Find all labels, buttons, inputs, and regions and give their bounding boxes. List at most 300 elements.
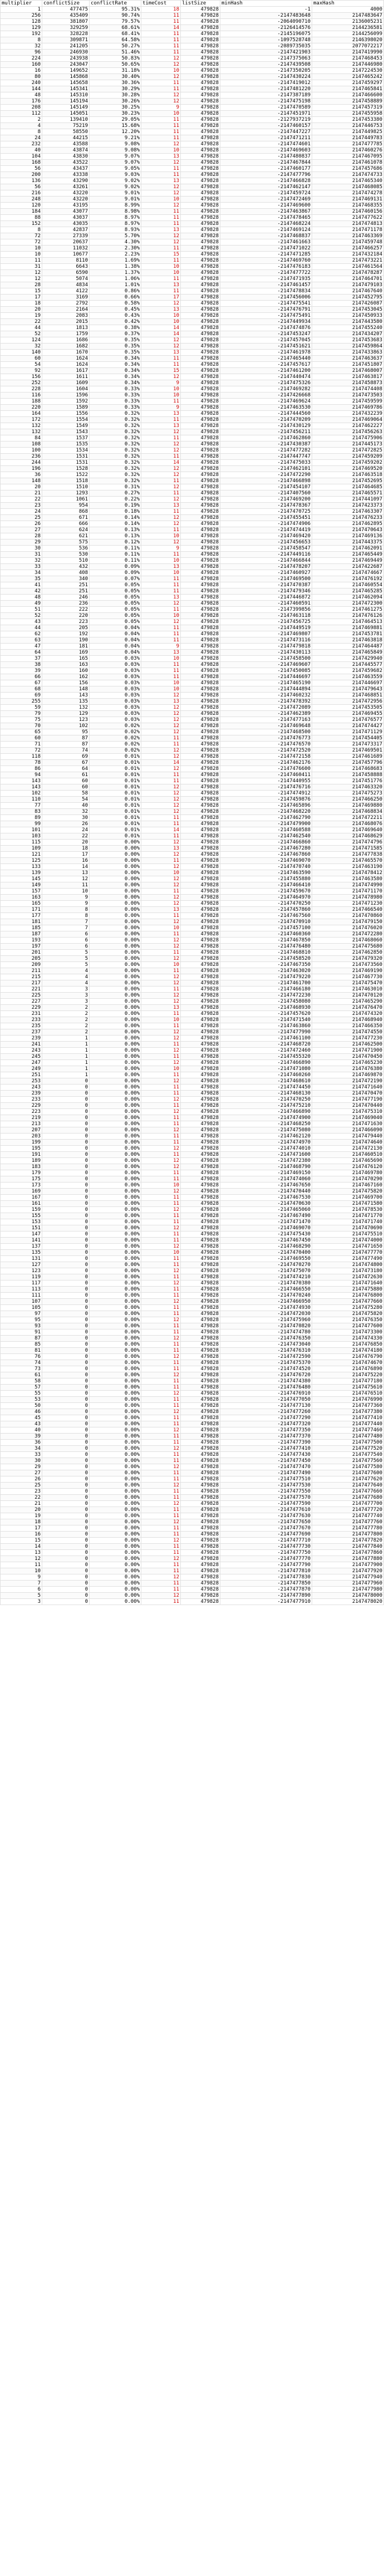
conflict-size-cell: 0	[42, 1415, 90, 1421]
conflict-rate-cell: 0.00%	[90, 1213, 141, 1219]
conflict-rate-cell: 0.00%	[90, 1176, 141, 1182]
conflict-size-cell: 87	[42, 742, 90, 748]
table-row	[1, 1311, 384, 1317]
list-size-cell: 479828	[181, 435, 220, 441]
time-cost-cell: 11	[141, 1568, 181, 1574]
table-row	[1, 92, 384, 99]
multiplier-cell: 211	[1, 968, 42, 974]
time-cost-cell: 12	[141, 74, 181, 80]
time-cost-cell: 11	[141, 778, 181, 784]
min-hash-cell: -2147469200	[220, 497, 312, 503]
multiplier-cell: 153	[1, 1219, 42, 1225]
multiplier-cell: 100	[1, 448, 42, 454]
max-hash-cell: 2147475310	[312, 1109, 384, 1115]
min-hash-cell: -2147458080	[220, 999, 312, 1005]
conflict-size-cell: 432	[42, 564, 90, 570]
min-hash-cell: -2147478392	[220, 699, 312, 705]
table-row	[1, 613, 384, 619]
table-row	[1, 1323, 384, 1329]
max-hash-cell: 2147478287	[312, 270, 384, 276]
max-hash-cell: 2147453380	[312, 117, 384, 123]
table-row	[1, 362, 384, 368]
min-hash-cell: -2147465896	[220, 803, 312, 809]
time-cost-cell: 11	[141, 246, 181, 252]
conflict-rate-cell: 79.57%	[90, 19, 141, 25]
conflict-size-cell: 223	[42, 619, 90, 625]
time-cost-cell: 9	[141, 105, 181, 111]
list-size-cell: 479828	[181, 631, 220, 637]
conflict-size-cell: 954	[42, 503, 90, 509]
list-size-cell: 479828	[181, 1550, 220, 1556]
max-hash-cell: 2147463010	[312, 987, 384, 993]
list-size-cell: 479828	[181, 607, 220, 613]
list-size-cell: 479828	[181, 1213, 220, 1219]
table-row	[1, 815, 384, 821]
max-hash-cell: 2147464487	[312, 644, 384, 650]
min-hash-cell: -2147479818	[220, 644, 312, 650]
max-hash-cell: 2147471770	[312, 1213, 384, 1219]
table-row	[1, 521, 384, 527]
list-size-cell: 479828	[181, 1366, 220, 1372]
max-hash-cell: 2147477622	[312, 215, 384, 221]
max-hash-cell: 2147459202	[312, 460, 384, 466]
max-hash-cell: 2147466250	[312, 797, 384, 803]
max-hash-cell: 2147472956	[312, 699, 384, 705]
list-size-cell: 479828	[181, 105, 220, 111]
conflict-size-cell: 145149	[42, 105, 90, 111]
conflict-size-cell: 0	[42, 1593, 90, 1599]
max-hash-cell: 2147458873	[312, 380, 384, 386]
table-row	[1, 778, 384, 784]
min-hash-cell: -2147477630	[220, 1513, 312, 1519]
max-hash-cell: 2147465449	[312, 552, 384, 558]
table-row	[1, 123, 384, 129]
conflict-rate-cell: 0.00%	[90, 1427, 141, 1434]
max-hash-cell: 2147475820	[312, 1311, 384, 1317]
table-row	[1, 1556, 384, 1562]
conflict-size-cell: 1522	[42, 472, 90, 478]
list-size-cell: 479828	[181, 931, 220, 938]
conflict-size-cell: 0	[42, 1274, 90, 1280]
max-hash-cell: 2147463580	[312, 876, 384, 882]
conflict-size-cell: 27339	[42, 233, 90, 239]
list-size-cell: 479828	[181, 1060, 220, 1066]
conflict-rate-cell: 0.00%	[90, 1329, 141, 1336]
min-hash-cell: -2147472030	[220, 1311, 312, 1317]
list-size-cell: 479828	[181, 1574, 220, 1581]
conflict-size-cell: 0	[42, 1489, 90, 1495]
min-hash-cell: -2147477260	[220, 1409, 312, 1415]
list-size-cell: 479828	[181, 399, 220, 405]
min-hash-cell: -2147470250	[220, 1097, 312, 1103]
min-hash-cell: -2147457045	[220, 337, 312, 344]
min-hash-cell: -2147469648	[220, 723, 312, 729]
min-hash-cell: -2147462790	[220, 815, 312, 821]
conflict-size-cell: 1549	[42, 423, 90, 429]
multiplier-cell: 110	[1, 797, 42, 803]
conflict-size-cell: 4	[42, 980, 90, 987]
list-size-cell: 479828	[181, 1182, 220, 1189]
multiplier-cell: 12	[1, 270, 42, 276]
conflict-rate-cell: 0.43%	[90, 313, 141, 319]
multiplier-cell: 15	[1, 1538, 42, 1544]
conflict-rate-cell: 0.01%	[90, 815, 141, 821]
time-cost-cell: 11	[141, 123, 181, 129]
conflict-rate-cell: 0.00%	[90, 938, 141, 944]
max-hash-cell: 2147465290	[312, 999, 384, 1005]
conflict-rate-cell: 30.23%	[90, 111, 141, 117]
min-hash-cell: -2147477722	[220, 270, 312, 276]
min-hash-cell: -2147474930	[220, 1305, 312, 1311]
list-size-cell: 479828	[181, 99, 220, 105]
multiplier-cell: 96	[1, 50, 42, 56]
list-size-cell: 479828	[181, 386, 220, 392]
time-cost-cell: 11	[141, 135, 181, 141]
conflict-rate-cell: 0.05%	[90, 619, 141, 625]
time-cost-cell: 12	[141, 895, 181, 901]
time-cost-cell: 11	[141, 1115, 181, 1121]
min-hash-cell: -2147426668	[220, 392, 312, 399]
table-row	[1, 833, 384, 840]
conflict-size-cell: 530	[42, 552, 90, 558]
conflict-rate-cell: 0.00%	[90, 1238, 141, 1244]
conflict-rate-cell: 0.01%	[90, 778, 141, 784]
max-hash-cell: 2147479103	[312, 282, 384, 288]
min-hash-cell: -2147475210	[220, 1103, 312, 1109]
table-row	[1, 178, 384, 184]
time-cost-cell: 11	[141, 129, 181, 135]
multiplier-cell: 48	[1, 595, 42, 601]
time-cost-cell: 11	[141, 1121, 181, 1127]
max-hash-cell: 2147465340	[312, 178, 384, 184]
conflict-size-cell: 0	[42, 1397, 90, 1403]
max-hash-cell: 2147471230	[312, 901, 384, 907]
list-size-cell: 479828	[181, 852, 220, 858]
conflict-size-cell: 0	[42, 1427, 90, 1434]
time-cost-cell: 13	[141, 699, 181, 705]
time-cost-cell: 17	[141, 295, 181, 301]
time-cost-cell: 11	[141, 637, 181, 644]
conflict-size-cell: 0	[42, 1562, 90, 1568]
table-row	[1, 399, 384, 405]
time-cost-cell: 12	[141, 92, 181, 99]
min-hash-cell: -2147479346	[220, 588, 312, 595]
multiplier-cell: 60	[1, 356, 42, 362]
max-hash-cell: 2147471170	[312, 889, 384, 895]
multiplier-cell: 117	[1, 1280, 42, 1287]
max-hash-cell: 2147463320	[312, 784, 384, 791]
multiplier-cell: 163	[1, 895, 42, 901]
multiplier-cell: 12	[1, 1556, 42, 1562]
min-hash-cell: -2147475080	[220, 1127, 312, 1134]
time-cost-cell: 11	[141, 527, 181, 533]
conflict-rate-cell: 0.32%	[90, 448, 141, 454]
table-row	[1, 735, 384, 742]
max-hash-cell: 2147472630	[312, 1274, 384, 1280]
time-cost-cell: 12	[141, 1409, 181, 1415]
list-size-cell: 479828	[181, 1005, 220, 1011]
table-row	[1, 1489, 384, 1495]
multiplier-cell: 32	[1, 43, 42, 50]
conflict-rate-cell: 0.00%	[90, 1066, 141, 1072]
list-size-cell: 479828	[181, 86, 220, 92]
list-size-cell: 479828	[181, 515, 220, 521]
max-hash-cell: 2147475906	[312, 435, 384, 441]
max-hash-cell: 2147477410	[312, 1415, 384, 1421]
max-hash-cell: 2147464685	[312, 484, 384, 490]
min-hash-cell: -2147477490	[220, 1470, 312, 1476]
table-row	[1, 1446, 384, 1452]
max-hash-cell: 2147477900	[312, 1562, 384, 1568]
table-row	[1, 882, 384, 889]
list-size-cell: 479828	[181, 1409, 220, 1415]
list-size-cell: 479828	[181, 405, 220, 411]
list-size-cell: 479828	[181, 1176, 220, 1182]
max-hash-cell: 2147477980	[312, 1587, 384, 1593]
conflict-size-cell: 0	[42, 1483, 90, 1489]
min-hash-cell: -2147469070	[220, 1225, 312, 1231]
time-cost-cell: 11	[141, 435, 181, 441]
conflict-rate-cell: 0.00%	[90, 1268, 141, 1274]
conflict-rate-cell: 0.00%	[90, 1483, 141, 1489]
min-hash-cell: -2147479220	[220, 974, 312, 980]
conflict-rate-cell: 0.00%	[90, 870, 141, 876]
time-cost-cell: 11	[141, 913, 181, 919]
list-size-cell: 479828	[181, 527, 220, 533]
multiplier-cell: 101	[1, 827, 42, 833]
list-size-cell: 479828	[181, 31, 220, 37]
multiplier-cell: 29	[1, 1464, 42, 1470]
table-row	[1, 1256, 384, 1262]
max-hash-cell: 2147466257	[312, 246, 384, 252]
time-cost-cell: 15	[141, 252, 181, 258]
table-row	[1, 705, 384, 711]
conflict-rate-cell: 0.00%	[90, 1599, 141, 1605]
multiplier-cell: 69	[1, 693, 42, 699]
conflict-rate-cell: 0.00%	[90, 1366, 141, 1372]
table-row	[1, 448, 384, 454]
conflict-size-cell: 1611	[42, 374, 90, 380]
multiplier-cell: 37	[1, 656, 42, 662]
table-row	[1, 258, 384, 264]
min-hash-cell: -2147468837	[220, 233, 312, 239]
min-hash-cell: -2147476720	[220, 1372, 312, 1378]
min-hash-cell: -2147466890	[220, 1109, 312, 1115]
list-size-cell: 479828	[181, 264, 220, 270]
list-size-cell: 479828	[181, 68, 220, 74]
min-hash-cell: -2147462147	[220, 184, 312, 190]
time-cost-cell: 11	[141, 454, 181, 460]
min-hash-cell: -2147470910	[220, 919, 312, 925]
multiplier-cell: 73	[1, 1366, 42, 1372]
conflict-rate-cell: 9.21%	[90, 135, 141, 141]
multiplier-cell: 203	[1, 1134, 42, 1140]
time-cost-cell: 11	[141, 1495, 181, 1501]
conflict-rate-cell: 0.00%	[90, 852, 141, 858]
max-hash-cell: 2147466350	[312, 1023, 384, 1029]
time-cost-cell: 12	[141, 901, 181, 907]
list-size-cell: 479828	[181, 1207, 220, 1213]
table-row	[1, 901, 384, 907]
max-hash-cell: 2147477920	[312, 1568, 384, 1574]
table-row	[1, 601, 384, 607]
table-row	[1, 1060, 384, 1066]
list-size-cell: 479828	[181, 460, 220, 466]
list-size-cell: 479828	[181, 1127, 220, 1134]
conflict-rate-cell: 0.27%	[90, 490, 141, 497]
conflict-size-cell: 0	[42, 1091, 90, 1097]
max-hash-cell: 2147477800	[312, 1532, 384, 1538]
conflict-size-cell: 0	[42, 1115, 90, 1121]
max-hash-cell: 2147450933	[312, 313, 384, 319]
max-hash-cell: 2147469520	[312, 466, 384, 472]
conflict-size-cell: 0	[42, 1231, 90, 1238]
table-row	[1, 625, 384, 631]
multiplier-cell: 119	[1, 1274, 42, 1280]
conflict-size-cell: 1510	[42, 484, 90, 490]
multiplier-cell: 236	[1, 454, 42, 460]
min-hash-cell: -2147468250	[220, 1121, 312, 1127]
time-cost-cell: 9	[141, 380, 181, 386]
max-hash-cell: 2147474000	[312, 1238, 384, 1244]
max-hash-cell: 2147455958	[312, 111, 384, 117]
conflict-size-cell: 0	[42, 1519, 90, 1525]
conflict-rate-cell: 0.00%	[90, 1134, 141, 1140]
min-hash-cell: -2147468610	[220, 1078, 312, 1085]
list-size-cell: 479828	[181, 1483, 220, 1489]
time-cost-cell: 11	[141, 1470, 181, 1476]
time-cost-cell: 12	[141, 233, 181, 239]
conflict-rate-cell: 31.18%	[90, 68, 141, 74]
table-row	[1, 1231, 384, 1238]
min-hash-cell: -2147474060	[220, 1176, 312, 1182]
min-hash-cell: -2147462540	[220, 833, 312, 840]
conflict-rate-cell: 0.22%	[90, 497, 141, 503]
table-row	[1, 674, 384, 680]
min-hash-cell: -2147462860	[220, 435, 312, 441]
conflict-rate-cell: 9.07%	[90, 154, 141, 160]
min-hash-cell: -2147477390	[220, 1440, 312, 1446]
multiplier-cell: 244	[1, 460, 42, 466]
list-size-cell: 479828	[181, 270, 220, 276]
conflict-rate-cell: 0.00%	[90, 1042, 141, 1048]
multiplier-cell: 8	[1, 227, 42, 233]
multiplier-cell: 7	[1, 1581, 42, 1587]
max-hash-cell: 2147476380	[312, 1066, 384, 1072]
conflict-rate-cell: 0.32%	[90, 435, 141, 441]
multiplier-cell: 24	[1, 135, 42, 141]
min-hash-cell: -2147478367	[220, 503, 312, 509]
table-row	[1, 1244, 384, 1250]
conflict-rate-cell: 9.02%	[90, 178, 141, 184]
multiplier-cell: 123	[1, 1268, 42, 1274]
conflict-rate-cell: 0.00%	[90, 1029, 141, 1036]
max-hash-cell: 2147465230	[312, 1060, 384, 1066]
multiplier-cell: 245	[1, 1054, 42, 1060]
list-size-cell: 479828	[181, 417, 220, 423]
table-row	[1, 74, 384, 80]
multiplier-cell: 71	[1, 742, 42, 748]
conflict-size-cell: 74	[42, 748, 90, 754]
min-hash-cell: -2147471022	[220, 246, 312, 252]
multiplier-cell: 253	[1, 1078, 42, 1085]
max-hash-cell: 2147479320	[312, 956, 384, 962]
max-hash-cell: 2147477580	[312, 1464, 384, 1470]
time-cost-cell: 12	[141, 1280, 181, 1287]
list-size-cell: 479828	[181, 1378, 220, 1385]
time-cost-cell: 11	[141, 1458, 181, 1464]
conflict-size-cell: 10677	[42, 252, 90, 258]
min-hash-cell: -2147467350	[220, 962, 312, 968]
multiplier-cell: 161	[1, 1201, 42, 1207]
max-hash-cell: 2147476350	[312, 1317, 384, 1323]
max-hash-cell: 2147465571	[312, 490, 384, 497]
min-hash-cell: -2147477510	[220, 1476, 312, 1483]
multiplier-cell: 30	[1, 1458, 42, 1464]
conflict-rate-cell: 0.03%	[90, 699, 141, 705]
conflict-size-cell: 5	[42, 956, 90, 962]
table-row	[1, 809, 384, 815]
table-row	[1, 423, 384, 429]
table-row	[1, 582, 384, 588]
multiplier-cell: 176	[1, 99, 42, 105]
max-hash-cell: 2147451807	[312, 362, 384, 368]
list-size-cell: 479828	[181, 497, 220, 503]
table-row	[1, 1091, 384, 1097]
time-cost-cell: 11	[141, 1587, 181, 1593]
max-hash-cell: 2147477840	[312, 1544, 384, 1550]
conflict-size-cell: 60	[42, 784, 90, 791]
max-hash-cell: 2147446753	[312, 123, 384, 129]
multiplier-cell: 121	[1, 852, 42, 858]
min-hash-cell: -2089735035	[220, 43, 312, 50]
multiplier-cell: 77	[1, 803, 42, 809]
multiplier-cell: 103	[1, 833, 42, 840]
table-row	[1, 129, 384, 135]
max-hash-cell: 2147432239	[312, 411, 384, 417]
conflict-rate-cell: 0.00%	[90, 1397, 141, 1403]
max-hash-cell: 2147463369	[312, 233, 384, 239]
conflict-size-cell: 2083	[42, 313, 90, 319]
time-cost-cell: 12	[141, 1127, 181, 1134]
table-row	[1, 1581, 384, 1587]
conflict-rate-cell: 0.86%	[90, 288, 141, 295]
max-hash-cell: 2147453781	[312, 631, 384, 637]
max-hash-cell: 2147462094	[312, 595, 384, 601]
multiplier-cell: 39	[1, 668, 42, 674]
max-hash-cell: 2147472300	[312, 601, 384, 607]
multiplier-cell: 199	[1, 1140, 42, 1146]
min-hash-cell: -2147478834	[220, 288, 312, 295]
list-size-cell: 479828	[181, 295, 220, 301]
max-hash-cell: 2147473317	[312, 742, 384, 748]
table-row	[1, 1054, 384, 1060]
min-hash-cell: -2147460591	[220, 601, 312, 607]
list-size-cell: 479828	[181, 1391, 220, 1397]
list-size-cell: 479828	[181, 570, 220, 576]
min-hash-cell: -2147460588	[220, 827, 312, 833]
conflict-size-cell: 381807	[42, 19, 90, 25]
min-hash-cell: -2147375063	[220, 56, 312, 62]
conflict-rate-cell: 1.38%	[90, 264, 141, 270]
conflict-rate-cell: 64.58%	[90, 37, 141, 43]
conflict-size-cell: 1592	[42, 399, 90, 405]
table-row	[1, 1483, 384, 1489]
time-cost-cell: 9	[141, 405, 181, 411]
time-cost-cell: 11	[141, 987, 181, 993]
conflict-rate-cell: 1.37%	[90, 270, 141, 276]
table-row	[1, 1378, 384, 1385]
